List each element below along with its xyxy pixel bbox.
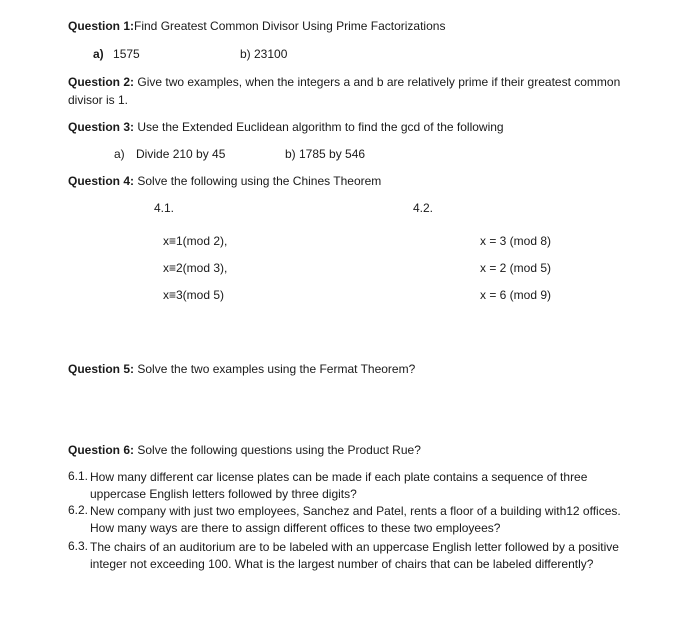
- question-1: [68, 19, 445, 34]
- list-item-text: The chairs of an auditorium are to be labeled with an uppercase English letter followed by a positive integer not exceeding 100. What is the largest number of chairs that can be labeled differently?: [90, 540, 619, 571]
- question-2-label: Question 2:: [68, 75, 135, 89]
- question-5-text: Solve the two examples using the Fermat Theorem?: [137, 362, 416, 376]
- list-item: [68, 539, 633, 573]
- congruence-4-2-b: x = 2 (mod 5): [480, 261, 552, 275]
- question-4-text: Solve the following using the Chines Theorem: [137, 174, 382, 188]
- question-1-part-b: b) 23100: [240, 47, 288, 61]
- question-2-text-line2: divisor is 1.: [68, 93, 129, 107]
- question-4-label: Question 4:: [68, 174, 135, 188]
- list-item: [68, 469, 633, 503]
- question-1-part-a: [93, 47, 140, 62]
- question-1-text: Find Greatest Common Divisor Using Prime Factorizations: [134, 19, 446, 33]
- question-3: [68, 120, 504, 135]
- question-6-text: Solve the following questions using the Product Rue?: [137, 443, 421, 457]
- question-3-text: Use the Extended Euclidean algorithm to find the gcd of the following: [137, 120, 504, 134]
- list-item-number: 6.3.: [68, 539, 89, 553]
- question-3-part-b: b) 1785 by 546: [285, 147, 366, 161]
- congruence-4-1-c: x≡3(mod 5): [163, 288, 225, 302]
- list-item-text: How many different car license plates can be made if each plate contains a sequence of three uppercase English letters followed by three digits?: [90, 470, 588, 501]
- question-6-label: Question 6:: [68, 443, 135, 457]
- question-6: [68, 443, 421, 458]
- list-item: [68, 503, 633, 537]
- question-3-part-a: [114, 147, 225, 162]
- list-item-number: 6.1.: [68, 469, 89, 483]
- question-3-part-a-label: a): [114, 147, 125, 161]
- list-item-number: 6.2.: [68, 503, 89, 517]
- list-item-text: New company with just two employees, Sanchez and Patel, rents a floor of a building with12 offices. How many ways are there to assign different offices to these two employees?: [90, 504, 621, 535]
- congruence-4-2-a: x = 3 (mod 8): [480, 234, 552, 248]
- question-3-part-a-text: Divide 210 by 45: [136, 147, 226, 161]
- question-5: [68, 362, 415, 377]
- congruence-4-1-a: x≡1(mod 2),: [163, 234, 228, 248]
- congruence-4-1-b: x≡2(mod 3),: [163, 261, 228, 275]
- question-2-text-line1: Give two examples, when the integers a and b are relatively prime if their greatest common: [137, 75, 621, 89]
- question-5-label: Question 5:: [68, 362, 135, 376]
- question-1-label: Question 1:: [68, 19, 135, 33]
- question-1-part-a-value: 1575: [113, 47, 140, 61]
- subquestion-4-2-label: 4.2.: [413, 201, 434, 215]
- congruence-4-2-c: x = 6 (mod 9): [480, 288, 552, 302]
- question-4: [68, 174, 381, 189]
- question-3-label: Question 3:: [68, 120, 135, 134]
- subquestion-4-1-label: 4.1.: [154, 201, 175, 215]
- question-1-part-a-label: a): [93, 47, 104, 61]
- question-2: [68, 75, 620, 90]
